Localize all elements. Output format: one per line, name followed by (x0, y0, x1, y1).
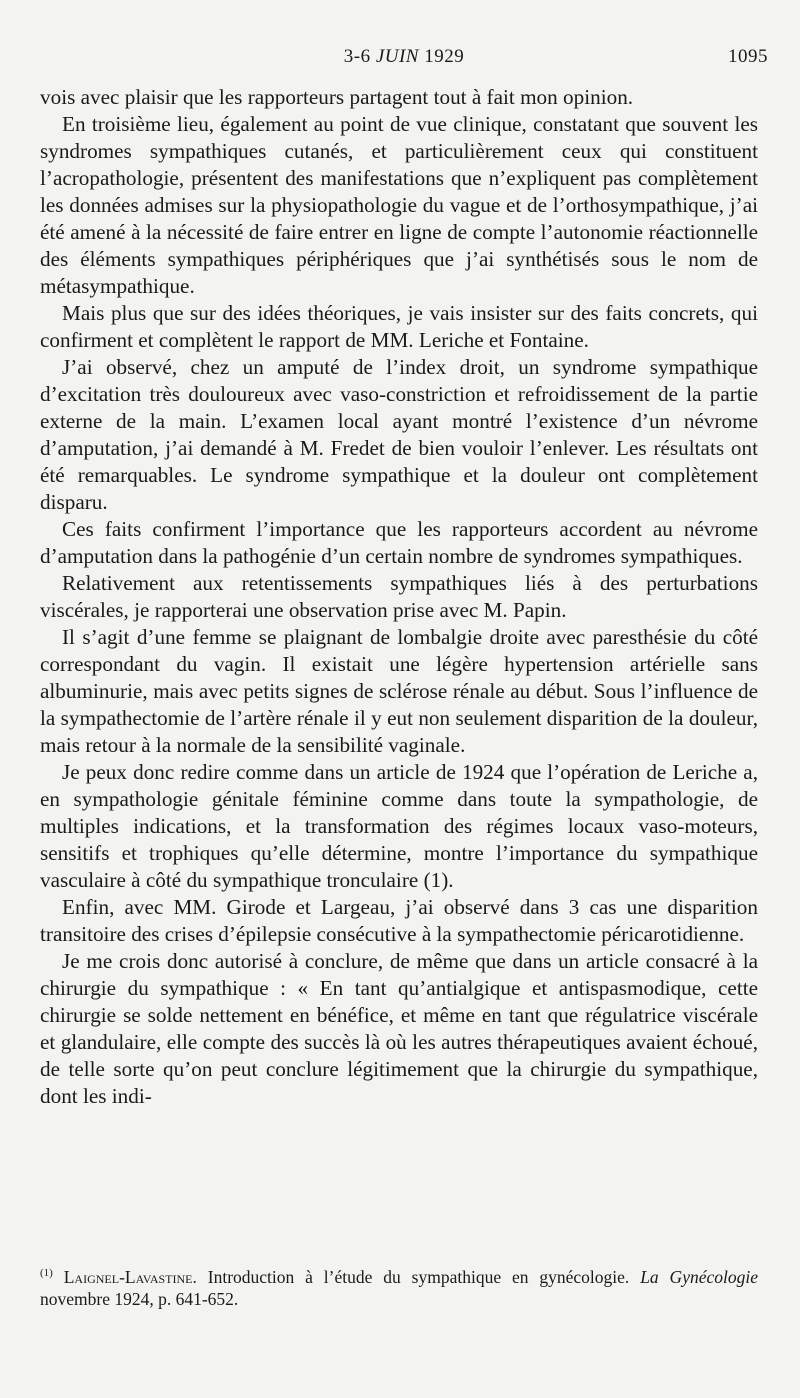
footnote-details: novembre 1924, p. 641-652. (40, 1288, 239, 1309)
paragraph: Ces faits confirment l’importance que les rapporteurs accordent au névrome d’amputation dans la pathogénie d’un certain nombre de syndromes sympathiques. (40, 517, 758, 568)
footnote-author: Laignel-Lavastine (63, 1266, 193, 1287)
paragraph: Je peux donc redire comme dans un article de 1924 que l’opération de Leriche a, en sympathologie génitale féminine comme dans toute la sympathologie, de multiples indications, et la transformation des régimes locaux vaso-moteurs, sensitifs et trophiques qu’elle détermine, montre l’importance du sympathique vasculaire à côté du sympathique tronculaire (1). (40, 760, 758, 892)
paragraph: Mais plus que sur des idées théoriques, je vais insister sur des faits concrets, qui confirment et complètent le rapport de MM. Leriche et Fontaine. (40, 301, 758, 352)
running-header (40, 46, 768, 74)
footnote-journal: La Gynécologie (640, 1266, 758, 1287)
paragraph: Enfin, avec MM. Girode et Largeau, j’ai observé dans 3 cas une disparition transitoire des crises d’épilepsie consécutive à la sympathectomie péricarotidienne. (40, 895, 758, 946)
header-date: 3-6 JUIN 1929 (343, 46, 465, 67)
paragraph: vois avec plaisir que les rapporteurs partagent tout à fait mon opinion. (40, 85, 634, 109)
footnote-text (40, 1262, 758, 1310)
paragraph: Relativement aux retentissements sympathiques liés à des perturbations viscérales, je rapporterai une observation prise avec M. Papin. (40, 571, 758, 622)
paragraph: Il s’agit d’une femme se plaignant de lombalgie droite avec paresthésie du côté correspondant du vagin. Il existait une légère hypertension artérielle sans albuminurie, mais avec petits signes de sclérose rénale au début. Sous l’influence de la sympathectomie de l’artère rénale il y eut non seulement disparition de la douleur, mais retour à la normale de la sensibilité vaginale. (40, 625, 758, 757)
footnote-marker: (1) (40, 1267, 53, 1279)
body-text (40, 84, 758, 1110)
paragraph: J’ai observé, chez un amputé de l’index droit, un syndrome sympathique d’excitation très douloureux avec vaso-constriction et refroidissement de la partie externe de la main. L’examen local ayant montré l’existence d’un névrome d’amputation, j’ai demandé à M. Fredet de bien vouloir l’enlever. Les résultats ont été remarquables. Le syndrome sympathique et la douleur ont complètement disparu. (40, 355, 758, 514)
paragraph: Je me crois donc autorisé à conclure, de même que dans un article consacré à la chirurgie du sympathique : « En tant qu’antialgique et antispasmodique, cette chirurgie se solde nettement en bénéfice, et même en tant que régulatrice viscérale et glandulaire, elle compte des succès là où les autres thérapeutiques avaient échoué, de telle sorte qu’on peut conclure légitimement que la chirurgie du sympathique, dont les indi- (40, 949, 758, 1108)
paragraph: En troisième lieu, également au point de vue clinique, constatant que souvent les syndromes sympathiques cutanés, et particulièrement ceux qui constituent l’acropathologie, présentent des manifestations que n’expliquent pas complètement les données admises sur la physiopathologie du vague et de l’orthosympathique, j’ai été amené à la nécessité de faire entrer en ligne de compte l’autonomie réactionnelle des éléments sympathiques périphériques que j’ai synthétisés sous le nom de métasympathique. (40, 112, 758, 298)
page-number: 1095 (728, 46, 768, 67)
footnote (40, 1262, 758, 1310)
footnote-title: . Introduction à l’étude du sympathique en gynécologie. (192, 1266, 641, 1287)
